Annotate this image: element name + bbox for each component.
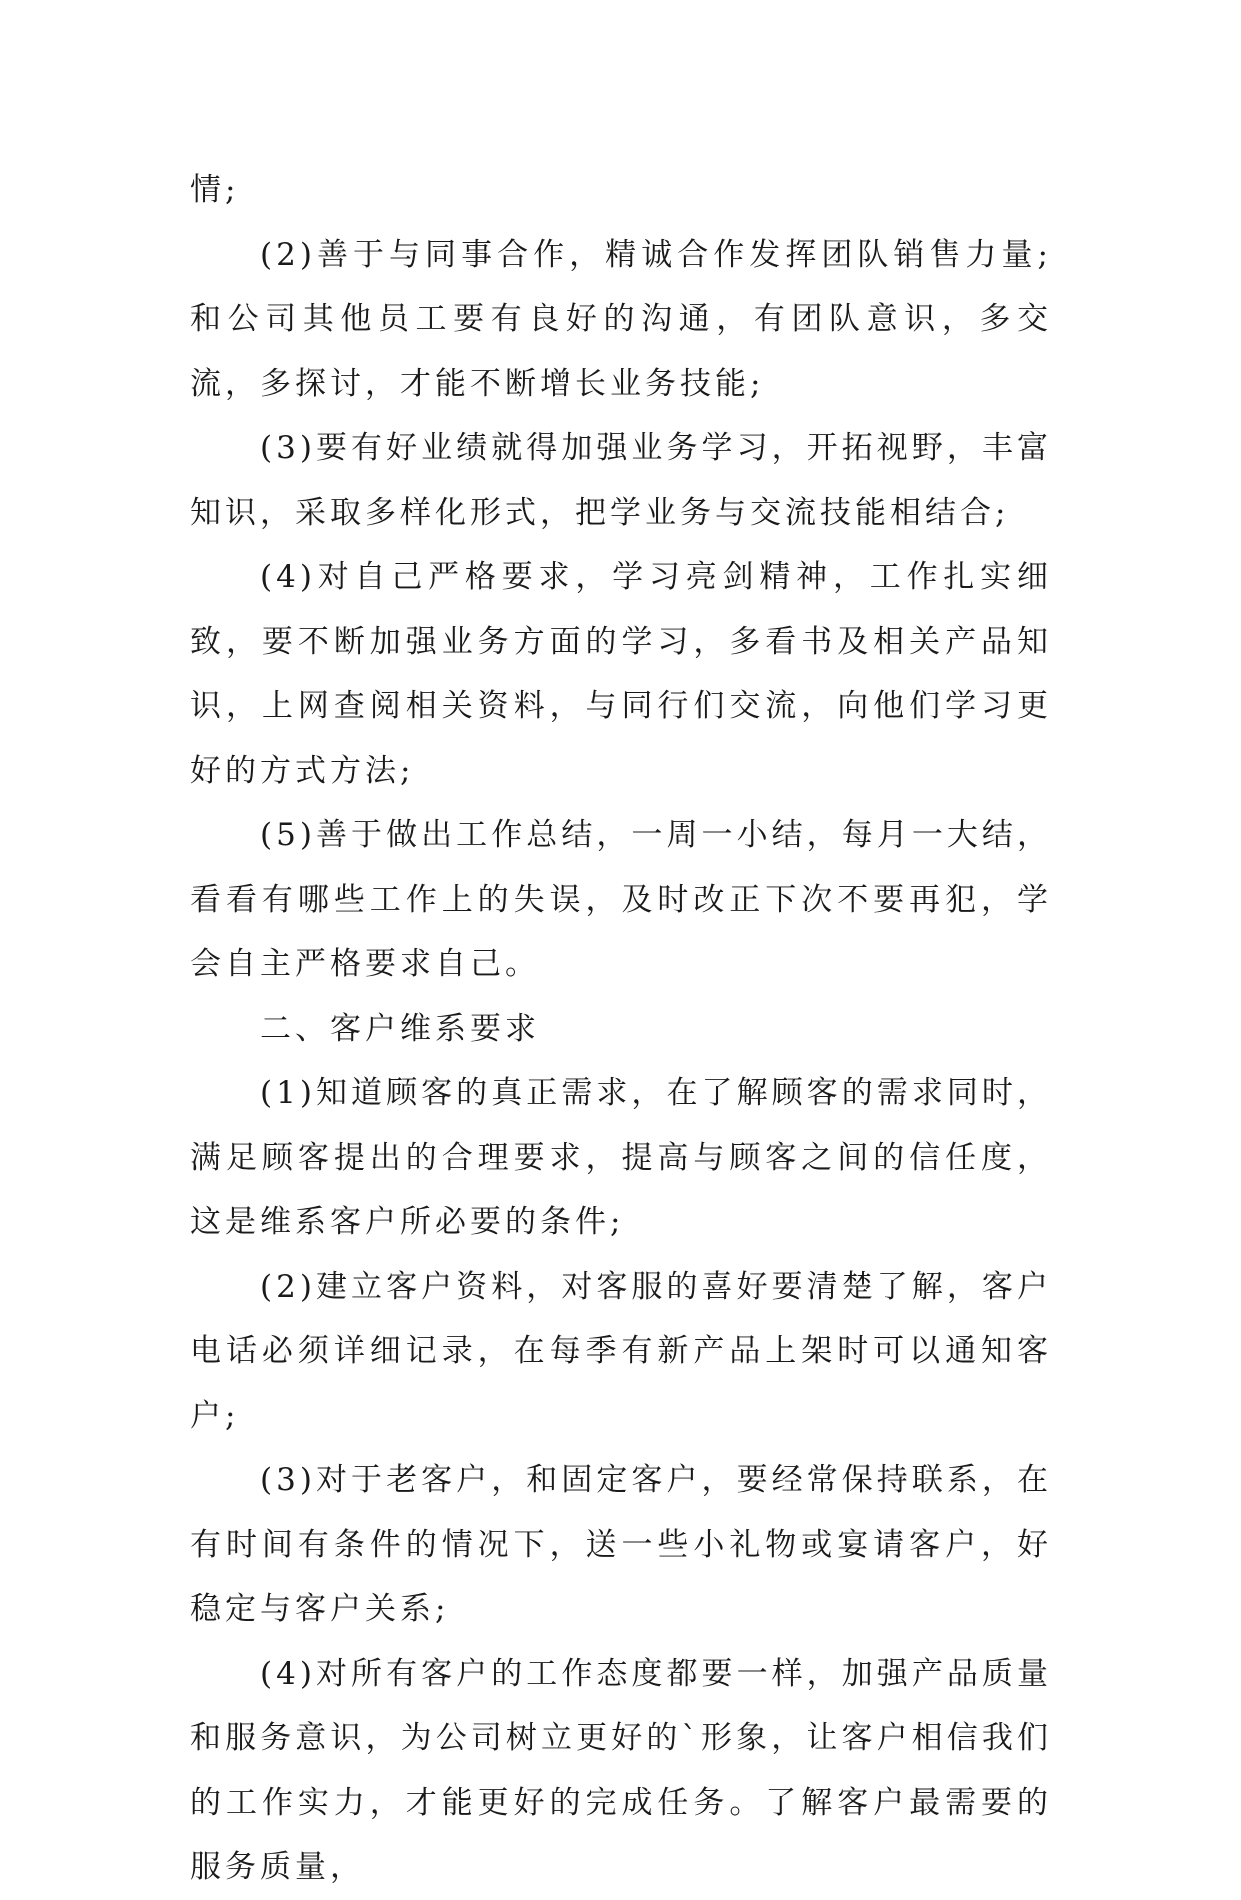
paragraph-item-5-summary: (5)善于做出工作总结，一周一小结，每月一大结，看看有哪些工作上的失误，及时改正下次不要再犯，学会自主严格要求自己。 bbox=[190, 817, 1052, 982]
paragraph-item-2-teamwork: (2)善于与同事合作，精诚合作发挥团队销售力量;和公司其他员工要有良好的沟通，有团队意识，多交流，多探讨，才能不断增长业务技能; bbox=[190, 236, 1052, 402]
document-body bbox=[190, 158, 1052, 1900]
paragraph-customer-item-4: (4)对所有客户的工作态度都要一样，加强产品质量和服务意识，为公司树立更好的`形象，让客户相信我们的工作实力，才能更好的完成任务。了解客户最需要的服务质量， bbox=[190, 1655, 1052, 1885]
section-heading-customer-retention: 二、客户维系要求 bbox=[260, 1010, 540, 1047]
paragraph-continuation: 情; bbox=[190, 172, 240, 208]
paragraph-customer-item-2: (2)建立客户资料，对客服的喜好要清楚了解，客户电话必须详细记录，在每季有新产品上架时可以通知客户; bbox=[190, 1268, 1052, 1434]
paragraph-customer-item-3: (3)对于老客户，和固定客户，要经常保持联系，在有时间有条件的情况下，送一些小礼物或宴请客户，好稳定与客户关系; bbox=[190, 1462, 1052, 1627]
paragraph-item-4-self-discipline: (4)对自己严格要求，学习亮剑精神，工作扎实细致，要不断加强业务方面的学习，多看书及相关产品知识，上网查阅相关资料，与同行们交流，向他们学习更好的方式方法; bbox=[190, 559, 1052, 789]
paragraph-customer-item-1: (1)知道顾客的真正需求，在了解顾客的需求同时，满足顾客提出的合理要求，提高与顾客之间的信任度，这是维系客户所必要的条件; bbox=[190, 1075, 1052, 1240]
paragraph-item-3-learning: (3)要有好业绩就得加强业务学习，开拓视野，丰富知识，采取多样化形式，把学业务与交流技能相结合; bbox=[190, 430, 1052, 531]
